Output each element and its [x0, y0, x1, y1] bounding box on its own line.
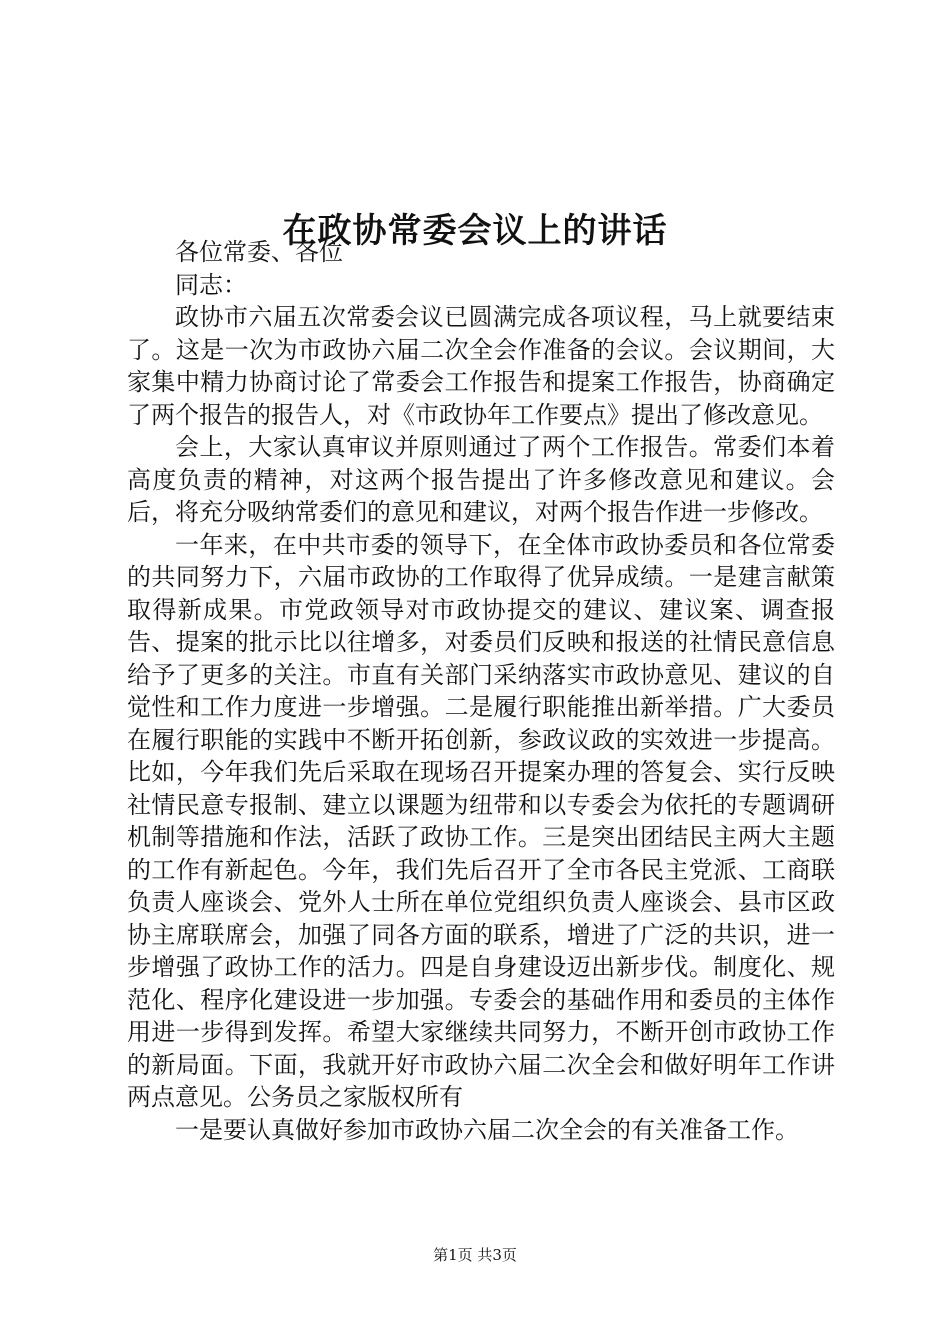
body-paragraph: 政协市六届五次常委会议已圆满完成各项议程，马上就要结束了。这是一次为市政协六届二次全会作准备的会议。会议期间，大家集中精力协商讨论了常委会工作报告和提案工作报告，协商确定了两个报告的报告人，对《市政协年工作要点》提出了修改意见。: [127, 303, 835, 429]
salutation-line: 各位常委、各位: [175, 238, 343, 266]
page-number-footer: 第1页 共3页: [433, 1246, 517, 1264]
body-paragraph: 会上，大家认真审议并原则通过了两个工作报告。常委们本着高度负责的精神，对这两个报告提出了许多修改意见和建议。会后，将充分吸纳常委们的意见和建议，对两个报告作进一步修改。: [127, 433, 835, 526]
document-title: 在政协常委会议上的讲话: [282, 210, 668, 251]
body-paragraph: 一年来，在中共市委的领导下，在全体市政协委员和各位常委的共同努力下，六届市政协的工作取得了优异成绩。一是建言献策取得新成果。市党政领导对市政协提交的建议、建议案、调查报告、提案的批示比以往增多，对委员们反映和报送的社情民意信息给予了更多的关注。市直有关部门采纳落实市政协意见、建议的自觉性和工作力度进一步增强。二是履行职能推出新举措。广大委员在履行职能的实践中不断开拓创新，参政议政的实效进一步提高。比如，今年我们先后采取在现场召开提案办理的答复会、实行反映社情民意专报制、建立以课题为纽带和以专委会为依托的专题调研机制等措施和作法，活跃了政协工作。三是突出团结民主两大主题的工作有新起色。今年，我们先后召开了全市各民主党派、工商联负责人座谈会、党外人士所在单位党组织负责人座谈会、县市区政协主席联席会，加强了同各方面的联系，增进了广泛的共识，进一步增强了政协工作的活力。四是自身建设迈出新步伐。制度化、规范化、程序化建设进一步加强。专委会的基础作用和委员的主体作用进一步得到发挥。希望大家继续共同努力，不断开创市政协工作的新局面。下面，我就开好市政协六届二次全会和做好明年工作讲两点意见。公务员之家版权所有: [127, 530, 835, 1111]
salutation-line: 同志：: [175, 270, 247, 299]
body-paragraph: 一是要认真做好参加市政协六届二次全会的有关准备工作。: [175, 1115, 799, 1144]
document-body: [127, 236, 835, 1146]
